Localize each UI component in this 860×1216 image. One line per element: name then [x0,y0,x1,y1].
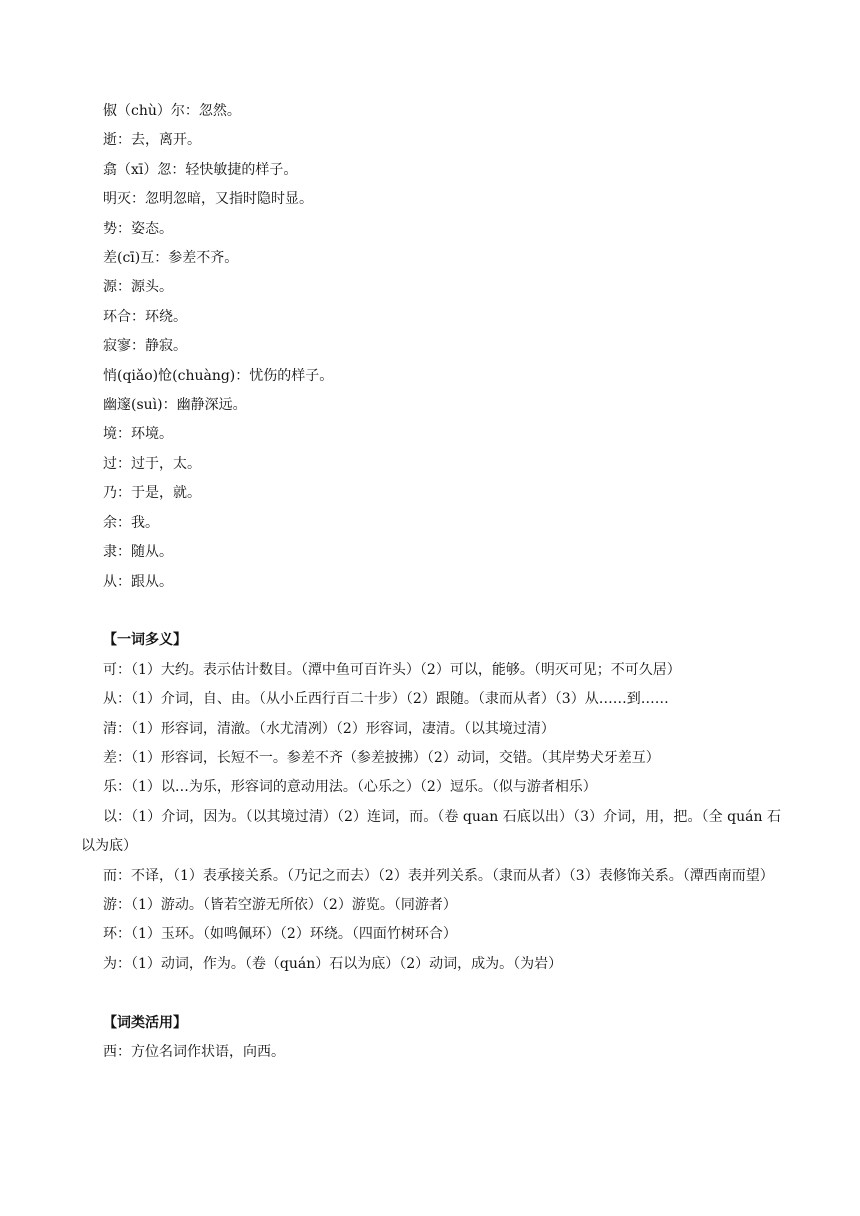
polysemy-entry: 而：不译，（1）表承接关系。（乃记之而去）（2）表并列关系。（隶而从者）（3）表修饰关系。（潭西南而望） [103,867,774,884]
polysemy-entry: 游：（1）游动。（皆若空游无所依）（2）游览。（同游者） [103,896,457,913]
conversion-section [81,1009,781,1068]
section-heading-conversion: 【词类活用】 [103,1014,187,1031]
polysemy-entry: 环：（1）玉环。（如鸣佩环）（2）环绕。（四面竹树环合） [103,926,457,943]
polysemy-entry: 可：（1）大约。表示估计数目。（潭中鱼可百许头）（2）可以，能够。（明灭可见；不可久居） [103,661,681,678]
glossary-entry: 翕（xī）忽：轻快敏捷的样子。 [103,161,298,178]
glossary-entry: 悄(qiǎo)怆(chuàng)：忧伤的样子。 [103,367,334,384]
glossary-entry: 乃：于是，就。 [103,485,201,502]
polysemy-entry: 以：（1）介词，因为。（以其境过清）（2）连词，而。（卷 quan 石底以出）（3）介词，用，把。（全 quán 石以为底） [81,808,781,855]
polysemy-entry: 乐：（1）以…为乐，形容词的意动用法。（心乐之）（2）逗乐。（似与游者相乐） [103,779,597,796]
glossary-entry: 过：过于，太。 [103,455,201,472]
glossary-entry: 差(cī)互：参差不齐。 [103,250,239,267]
glossary-entry: 从：跟从。 [103,573,173,590]
glossary-entry: 环合：环绕。 [103,308,187,325]
polysemy-entry: 从：（1）介词，自、由。（从小丘西行百二十步）（2）跟随。（隶而从者）（3）从……到…… [103,691,669,708]
glossary-entry: 余：我。 [103,514,159,531]
glossary-entry: 逝：去，离开。 [103,132,201,149]
section-spacer [81,979,781,1008]
glossary-entry: 源：源头。 [103,279,173,296]
glossary-entry: 境：环境。 [103,426,173,443]
glossary-entry: 隶：随从。 [103,544,173,561]
conversion-entry: 西：方位名词作状语，向西。 [103,1043,285,1060]
polysemy-entry: 差：（1）形容词，长短不一。参差不齐（参差披拂）（2）动词，交错。（其岸势犬牙差互） [103,749,660,766]
polysemy-section [81,626,781,979]
glossary-entry: 幽邃(suì)：幽静深远。 [103,397,247,414]
glossary-list [81,97,781,597]
document-page [81,97,781,1067]
glossary-entry: 明灭：忽明忽暗，又指时隐时显。 [103,191,313,208]
glossary-entry: 寂寥：静寂。 [103,338,187,355]
glossary-entry: 势：姿态。 [103,220,173,237]
section-spacer [81,597,781,626]
polysemy-entry: 为：（1）动词，作为。（卷（quán）石以为底）（2）动词，成为。（为岩） [103,955,563,972]
glossary-entry: 俶（chù）尔：忽然。 [103,103,241,119]
section-heading-polysemy: 【一词多义】 [103,632,187,649]
polysemy-entry: 清：（1）形容词，清澈。（水尤清冽）（2）形容词，凄清。（以其境过清） [103,720,555,737]
